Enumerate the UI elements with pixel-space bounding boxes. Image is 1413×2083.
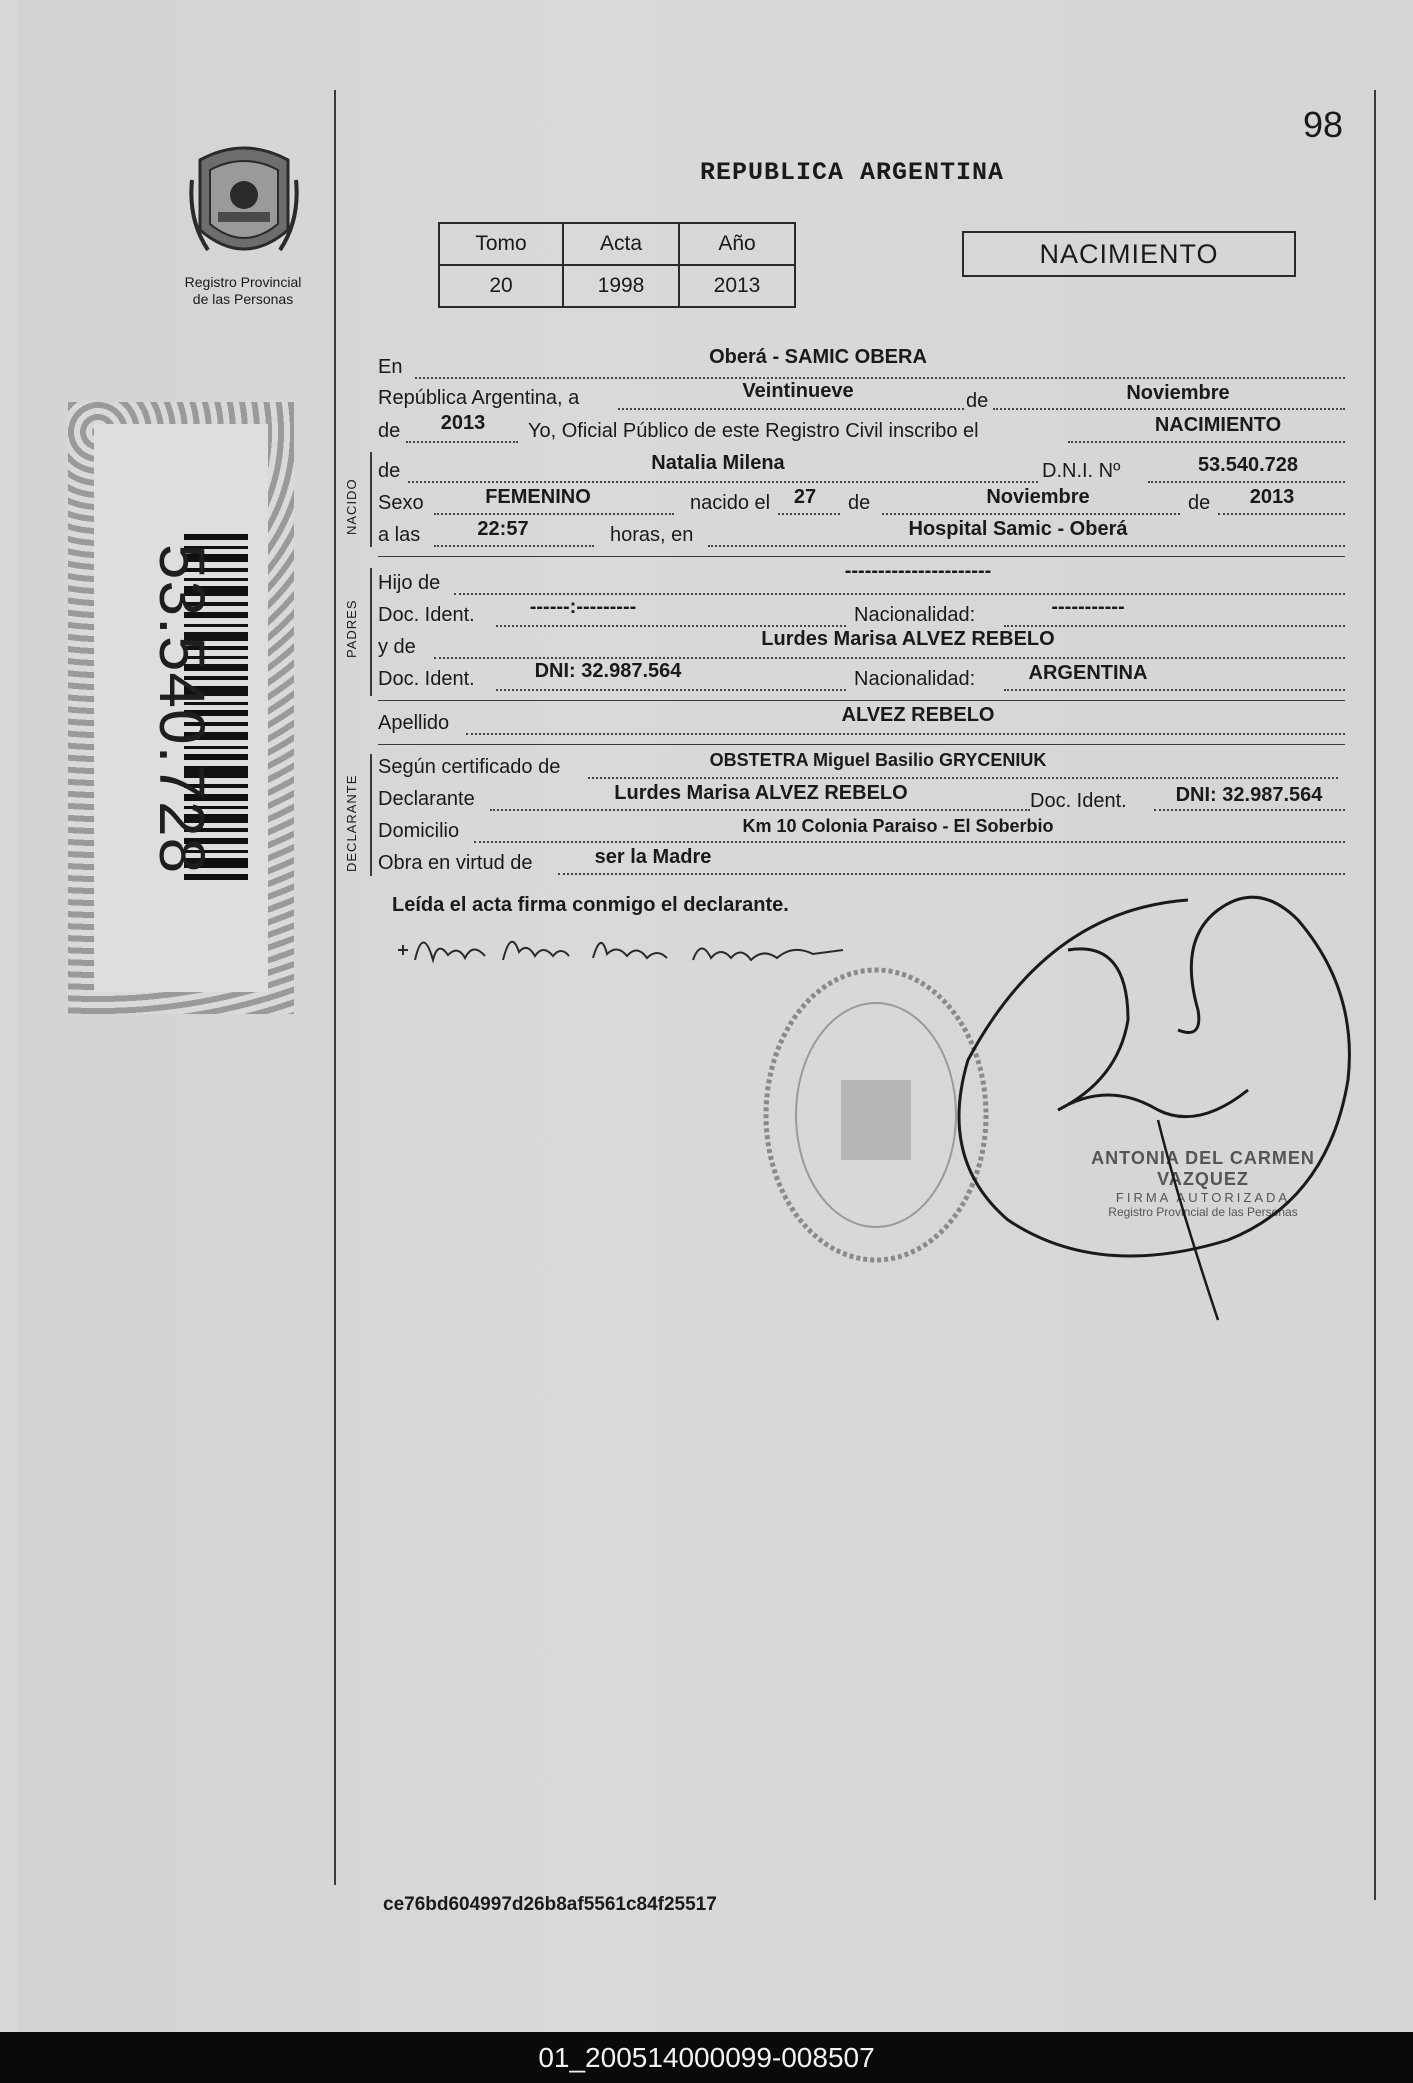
value-dia-texto: Veintinueve (742, 380, 854, 402)
table-row (439, 265, 795, 307)
dotted-line (778, 513, 840, 515)
label-republica: República Argentina, a (378, 387, 580, 409)
table-header-row (439, 223, 795, 265)
dotted-line (434, 657, 1345, 659)
value-lugar: Oberá - SAMIC OBERA (709, 346, 927, 368)
label-nacido-el: nacido el (690, 492, 771, 514)
dotted-line (466, 733, 1345, 735)
value-madre-doc: DNI: 32.987.564 (534, 660, 682, 682)
section-bar (370, 568, 372, 696)
value-dia-nac: 27 (793, 486, 817, 508)
dotted-line (1148, 481, 1345, 483)
value-acto: NACIMIENTO (1154, 414, 1282, 436)
tomo-acta-table (438, 222, 796, 308)
dotted-line (1004, 689, 1345, 691)
section-divider (378, 700, 1345, 701)
label-de-nombre: de (378, 460, 401, 482)
dotted-line (1068, 441, 1345, 443)
value-nombre: Natalia Milena (651, 452, 785, 474)
label-doc-ident: Doc. Ident. (378, 604, 475, 626)
value-padre-nac: ----------- (1051, 596, 1125, 618)
dotted-line (1154, 809, 1345, 811)
registry-label-line1: Registro Provincial (184, 274, 302, 290)
label-doc-ident: Doc. Ident. (1030, 790, 1127, 812)
label-doc-ident: Doc. Ident. (378, 668, 475, 690)
registry-label-line2: de las Personas (192, 291, 294, 307)
value-padre: ---------------------- (844, 560, 992, 582)
value-padre-doc: ------:--------- (529, 596, 637, 618)
dotted-line (434, 513, 674, 515)
dotted-line (490, 809, 1030, 811)
table-header-cell: Acta (563, 223, 679, 265)
label-domicilio: Domicilio (378, 820, 460, 842)
document-type-box: NACIMIENTO (962, 231, 1296, 277)
dotted-line (434, 545, 594, 547)
document-hash: ce76bd604997d26b8af5561c84f25517 (383, 1894, 717, 1915)
value-mes-nac: Noviembre (986, 486, 1090, 508)
dotted-line (1218, 513, 1345, 515)
province-emblem-icon (188, 140, 300, 270)
label-de: de (966, 390, 989, 412)
value-hora: 22:57 (477, 518, 529, 540)
page-number: 98 (1303, 104, 1344, 145)
dotted-line (882, 513, 1180, 515)
barcode-panel (68, 402, 294, 1014)
dotted-line (993, 408, 1345, 410)
closing-statement: Leída el acta firma conmigo el declarante. (392, 894, 789, 916)
footer-id: 01_200514000099-008507 (0, 2032, 1413, 2083)
dotted-line (588, 777, 1338, 779)
dotted-line (415, 377, 1345, 379)
label-hijo-de: Hijo de (378, 572, 441, 594)
value-anio-nac: 2013 (1249, 486, 1295, 508)
table-cell: 1998 (563, 265, 679, 307)
dotted-line (708, 545, 1345, 547)
dotted-line (406, 441, 518, 443)
right-margin-line (1374, 90, 1376, 1900)
dotted-line (1004, 625, 1345, 627)
official-signature-icon (928, 880, 1358, 1330)
dotted-line (454, 593, 1345, 595)
label-obra-en-virtud: Obra en virtud de (378, 852, 533, 874)
section-label-declarante: DECLARANTE (344, 774, 359, 872)
stamp-title: FIRMA AUTORIZADA (1115, 1190, 1291, 1205)
label-horas-en: horas, en (610, 524, 694, 546)
label-sexo: Sexo (378, 492, 424, 514)
label-yo-oficial: Yo, Oficial Público de este Registro Civil inscribo el (528, 420, 979, 442)
dotted-line (496, 625, 846, 627)
dotted-line (618, 408, 964, 410)
section-bar (370, 452, 372, 547)
label-de-mes: de (848, 492, 871, 514)
section-divider (378, 556, 1345, 557)
label-en: En (378, 356, 403, 378)
value-declarante-doc: DNI: 32.987.564 (1175, 784, 1323, 806)
table-header-cell: Año (679, 223, 795, 265)
dotted-line (558, 873, 1345, 875)
value-madre-nac: ARGENTINA (1028, 662, 1148, 684)
label-dni: D.N.I. Nº (1042, 460, 1121, 482)
value-sexo: FEMENINO (485, 486, 591, 508)
label-apellido: Apellido (378, 712, 450, 734)
label-a-las: a las (378, 524, 421, 546)
registry-label (168, 274, 318, 308)
value-dni: 53.540.728 (1197, 454, 1299, 476)
value-apellido: ALVEZ REBELO (841, 704, 995, 726)
value-declarante: Lurdes Marisa ALVEZ REBELO (614, 782, 908, 804)
label-declarante: Declarante (378, 788, 475, 810)
label-nacionalidad: Nacionalidad: (854, 668, 976, 690)
value-certificado: OBSTETRA Miguel Basilio GRYCENIUK (709, 750, 1047, 770)
table-cell: 2013 (679, 265, 795, 307)
label-de-anio: de (1188, 492, 1211, 514)
section-label-nacido: NACIDO (344, 478, 359, 535)
value-domicilio: Km 10 Colonia Paraiso - El Soberbio (742, 816, 1054, 836)
dotted-line (474, 841, 1345, 843)
value-lugar-nac: Hospital Samic - Oberá (908, 518, 1128, 540)
value-anio: 2013 (440, 412, 486, 434)
section-divider (378, 744, 1345, 745)
left-margin-line (334, 90, 336, 1885)
stamp-org: Registro Provincial de las Personas (1108, 1205, 1298, 1219)
section-label-padres: PADRES (344, 599, 359, 658)
page-title: REPUBLICA ARGENTINA (699, 158, 1005, 187)
value-mes: Noviembre (1126, 382, 1230, 404)
barcode-number: 53.540.728 (146, 543, 218, 875)
label-y-de: y de (378, 636, 416, 658)
barcode-label (94, 424, 268, 992)
value-virtud: ser la Madre (594, 846, 712, 868)
label-de-year: de (378, 420, 401, 442)
document-page (18, 0, 1413, 2032)
table-header-cell: Tomo (439, 223, 563, 265)
value-madre: Lurdes Marisa ALVEZ REBELO (761, 628, 1055, 650)
barcode-number-wrap (146, 429, 219, 989)
stamp-name: ANTONIA DEL CARMEN VAZQUEZ (1091, 1148, 1315, 1189)
label-nacionalidad: Nacionalidad: (854, 604, 976, 626)
label-segun-certificado: Según certificado de (378, 756, 561, 778)
dotted-line (408, 481, 1038, 483)
section-bar (370, 754, 372, 876)
dotted-line (496, 689, 846, 691)
table-cell: 20 (439, 265, 563, 307)
